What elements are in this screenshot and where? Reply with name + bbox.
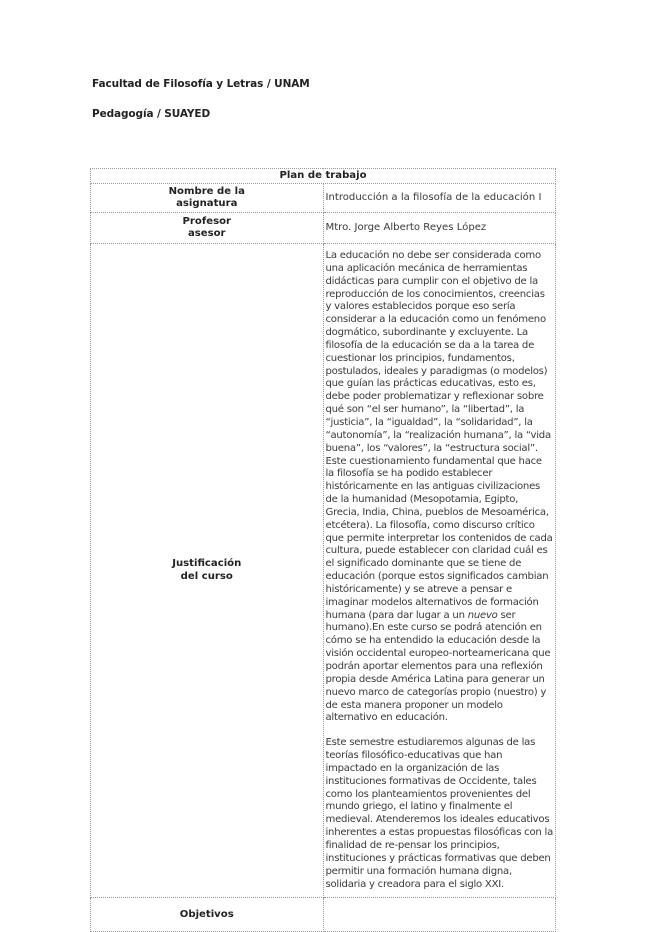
advisor-label-line1: Profesor: [182, 215, 231, 227]
advisor-label-line2: asesor: [187, 228, 226, 239]
subject-row: [91, 184, 556, 213]
justification-value: [323, 244, 556, 898]
table-title-row: [91, 169, 556, 184]
objectives-value: [323, 898, 556, 932]
objectives-label: Objetivos: [91, 898, 324, 932]
subject-value: Introducción a la filosofía de la educación I: [323, 184, 556, 213]
advisor-value: Mtro. Jorge Alberto Reyes López: [323, 213, 556, 244]
justification-p1-part1: La educación no debe ser considerada como una aplicación mecánica de herramientas didácticas para cumplir con el objetivo de la reproducción de los conocimientos, creencias y valores establecidos porque eso sería considerar a la educación como un fenómeno dogmático, subordinante y excluyente. La filosofía de la educación se da a la tarea de cuestionar los principios, fundamentos, postulados, ideales y paradigmas (o modelos) que guían las prácticas educativas, esto es, debe poder problematizar y reflexionar sobre qué son “el ser humano”, la “libertad”, la “justicia”, la “igualdad”, la “solidaridad”, la “autonomía”, la “realización humana”, la “vida buena”, los “valores”, la “estructura social”. Este cuestionamiento fundamental que hace la filosofía se ha podido establecer históricamente en las antiguas civilizaciones de la humanidad (Mesopotamia, Egipto, Grecia, India, China, pueblos de Mesoamérica, etcétera). La filosofía, como discurso crítico que permite interpretar los contenidos de cada cultura, puede establecer con claridad cuál es el significado dominante que se tiene de educación (porque estos significados cambian históricamente) y se atreve a pensar e imaginar modelos alternativos de formación humana (para dar lugar a un: [325, 250, 553, 621]
advisor-label: [91, 213, 324, 244]
justification-paragraph-2: Este semestre estudiaremos algunas de las teorías filosófico-educativas que han impactado en la organización de las instituciones formativas de Occidente, tales como los planteamientos provenientes del mundo griego, el latino y finalmente el medieval. Atenderemos los ideales educativos inherentes a estas propuestas filosóficas con la finalidad de re-pensar los principios, instituciones y prácticas formativas que deben permitir una formación humana digna, solidaria y creadora para el siglo XXI.: [325, 737, 553, 890]
work-plan-table: [90, 168, 556, 932]
faculty-heading: Facultad de Filosofía y Letras / UNAM: [92, 78, 310, 90]
justification-p1-emphasis: nuevo: [467, 609, 498, 621]
justification-label-line1: Justificación: [172, 558, 242, 570]
justification-row: [91, 244, 556, 898]
objectives-row: [91, 898, 556, 932]
justification-label-line2: del curso: [180, 570, 233, 582]
advisor-row: [91, 213, 556, 244]
table-title: Plan de trabajo: [91, 169, 556, 184]
subject-label-line2: asignatura: [176, 198, 238, 209]
program-heading: Pedagogía / SUAYED: [92, 108, 211, 120]
subject-label: [91, 184, 324, 213]
justification-label: [91, 244, 324, 898]
justification-p1-part2: ser humano).En este curso se podrá atención en cómo se ha entendido la educación desde la visión occidental europeo-norteamericana que podrán aportar elementos para una reflexión propia desde América Latina para generar un nuevo marco de categorías propio (nuestro) y de esta manera proponer un modelo alternativo en educación.: [325, 609, 551, 724]
subject-label-line1: Nombre de la: [168, 185, 245, 197]
justification-paragraph-1: [326, 250, 554, 725]
